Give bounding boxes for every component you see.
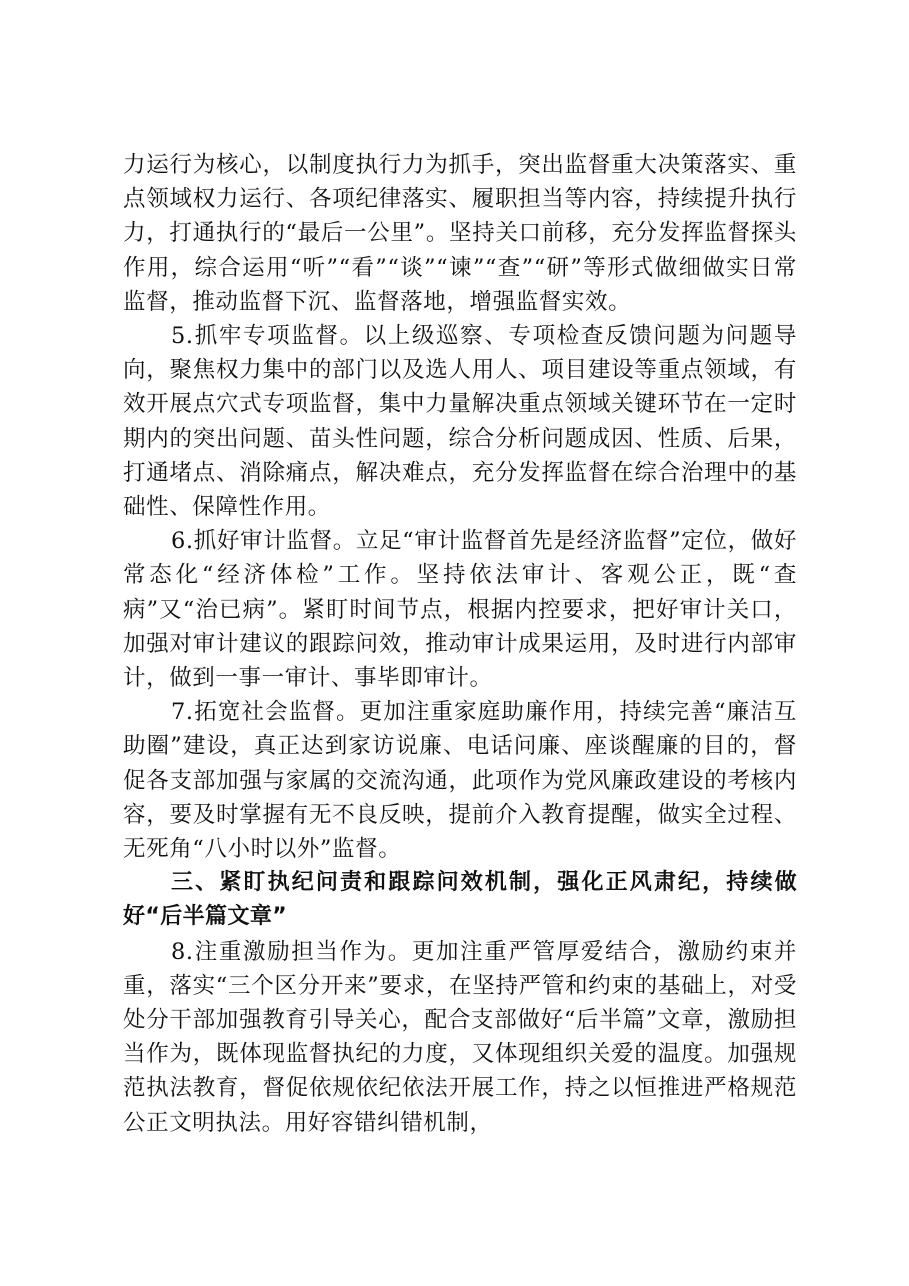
section-heading-three: 三、紧盯执纪问责和跟踪问效机制，强化正风肃纪，持续做好“后半篇文章” (123, 870, 797, 930)
paragraph-continuation: 力运行为核心，以制度执行力为抓手，突出监督重大决策落实、重点领域权力运行、各项纪律落实、履职担当等内容，持续提升执行力，打通执行的“最后一公里”。坚持关口前移，充分发挥监督探头作用，综合运用“听”“看”“谈”“谏”“查”“研”等形式做细做实日常监督，推动监督下沉、监督落地，增强监督实效。 (123, 152, 797, 315)
paragraph-special-supervision: 5.抓牢专项监督。以上级巡察、专项检查反馈问题为问题导向，聚焦权力集中的部门以及选人用人、项目建设等重点领域，有效开展点穴式专项监督，集中力量解决重点领域关键环节在一定时期内的突出问题、苗头性问题，综合分析问题成因、性质、后果，打通堵点、消除痛点，解决难点，充分发挥监督在综合治理中的基础性、保障性作用。 (123, 323, 797, 521)
paragraph-incentive: 8.注重激励担当作为。更加注重严管厚爱结合，激励约束并重，落实“三个区分开来”要求，在坚持严管和约束的基础上，对受处分干部加强教育引导关心，配合支部做好“后半篇”文章，激励担当作为，既体现监督执纪的力度，又体现组织关爱的温度。加强规范执法教育，督促依规依纪依法开展工作，持之以恒推进严格规范公正文明执法。用好容错纠错机制， (123, 938, 797, 1136)
paragraph-social-supervision: 7.拓宽社会监督。更加注重家庭助廉作用，持续完善“廉洁互助圈”建设，真正达到家访说廉、电话问廉、座谈醒廉的目的，督促各支部加强与家属的交流沟通，此项作为党风廉政建设的考核内容，要及时掌握有无不良反映，提前介入教育提醒，做实全过程、无死角“八小时以外”监督。 (123, 699, 797, 863)
document-page (123, 148, 797, 1140)
paragraph-audit-supervision: 6.抓好审计监督。立足“审计监督首先是经济监督”定位，做好常态化“经济体检”工作。坚持依法审计、客观公正，既“查病”又“治已病”。紧盯时间节点，根据内控要求，把好审计关口，加强对审计建议的跟踪问效，推动审计成果运用，及时进行内部审计，做到一事一审计、事毕即审计。 (123, 528, 797, 692)
